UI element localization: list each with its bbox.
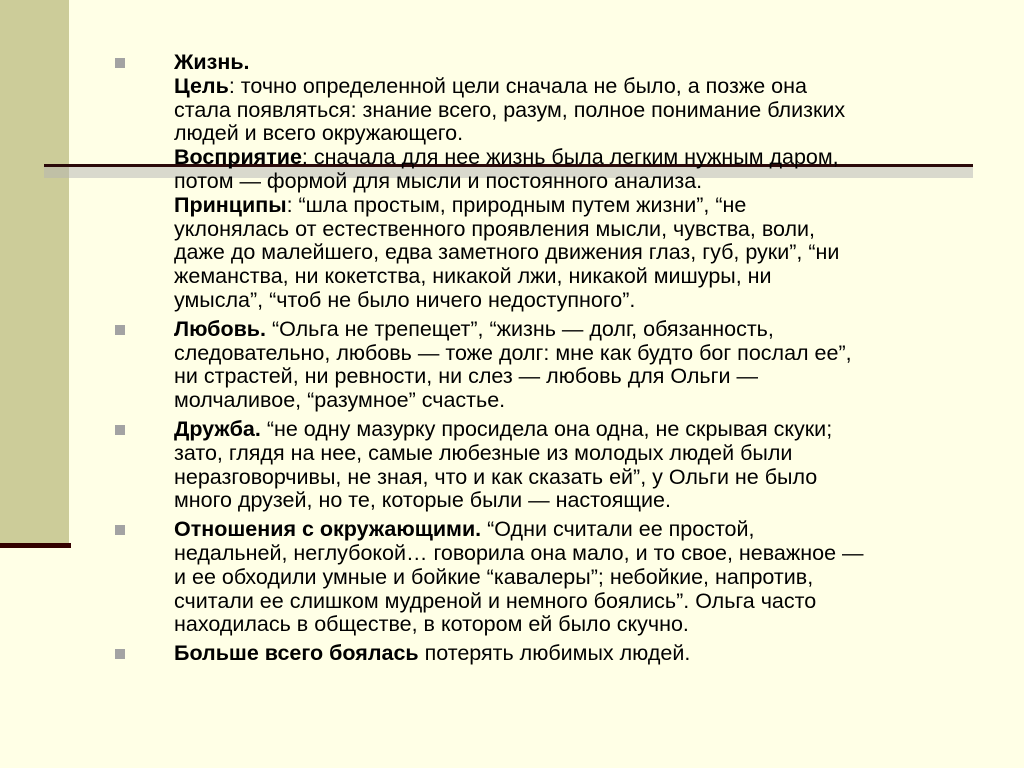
square-bullet-icon (115, 58, 125, 68)
text-line (174, 146, 990, 170)
text-line (174, 51, 990, 75)
text-line (174, 442, 990, 466)
bold-term: Дружба. (174, 416, 261, 441)
bullet-item (115, 51, 990, 313)
line-text: “не одну мазурку просидела она одна, не скрывая скуки; (260, 416, 833, 441)
line-text: неразговорчивы, не зная, что и как сказать ей”, у Ольги не было (174, 464, 818, 489)
line-text: уклонялась от естественного проявления мысли, чувства, воли, (174, 216, 816, 241)
bold-term: Отношения с окружающими. (174, 517, 482, 542)
text-line (174, 466, 990, 490)
line-text: людей и всего окружающего. (174, 121, 464, 146)
bullet-item (115, 642, 990, 666)
bold-term: Цель (174, 73, 229, 98)
line-text: : сначала для нее жизнь была легким нужным даром, (301, 145, 839, 170)
bullet-list (115, 51, 990, 666)
bold-term: Принципы (174, 192, 287, 217)
text-line (174, 289, 990, 313)
line-text: : “шла простым, природным путем жизни”, “не (286, 192, 747, 217)
text-line (174, 542, 990, 566)
text-line (174, 342, 990, 366)
text-line (174, 642, 990, 666)
bold-term: Восприятие (174, 145, 302, 170)
text-line (174, 566, 990, 590)
text-line (174, 489, 990, 513)
line-text: “Одни считали ее простой, (481, 517, 755, 542)
line-text: потерять любимых людей. (418, 641, 691, 666)
square-bullet-icon (115, 325, 125, 335)
text-line (174, 265, 990, 289)
text-line (174, 318, 990, 342)
text-line (174, 418, 990, 442)
bullet-item (115, 318, 990, 413)
text-line (174, 590, 990, 614)
square-bullet-icon (115, 425, 125, 435)
slide-content (115, 51, 990, 671)
line-text: умысла”, “чтоб не было ничего недоступного”. (174, 287, 636, 312)
text-line (174, 389, 990, 413)
line-text: находилась в обществе, в котором ей было скучно. (174, 612, 689, 637)
line-text: “Ольга не трепещет”, “жизнь — долг, обязанность, (265, 316, 774, 341)
bold-term: Больше всего боялась (174, 641, 419, 666)
bullet-item (115, 518, 990, 637)
line-text: жеманства, ни кокетства, никакой лжи, никакой мишуры, ни (174, 264, 772, 289)
line-text: недальней, неглубокой… говорила она мало, и то свое, неважное — (174, 540, 864, 565)
square-bullet-icon (115, 649, 125, 659)
text-line (174, 122, 990, 146)
line-text: потом — формой для мысли и постоянного анализа. (174, 168, 703, 193)
line-text: следовательно, любовь — тоже долг: мне как будто бог послал ее”, (174, 340, 852, 365)
line-text: зато, глядя на нее, самые любезные из молодых людей были (174, 440, 793, 465)
bullet-item (115, 418, 990, 513)
text-line (174, 613, 990, 637)
text-line (174, 99, 990, 123)
line-text: стала появляться: знание всего, разум, полное понимание близких (174, 97, 846, 122)
line-text: и ее обходили умные и бойкие “кавалеры”; небойкие, напротив, (174, 564, 814, 589)
text-line (174, 218, 990, 242)
side-decor-band (0, 0, 69, 545)
text-line (174, 170, 990, 194)
line-text: считали ее слишком мудреной и немного боялись”. Ольга часто (174, 588, 817, 613)
bold-term: Любовь. (174, 316, 266, 341)
text-line (174, 241, 990, 265)
line-text: много друзей, но те, которые были — настоящие. (174, 488, 671, 513)
side-decor-rule (0, 543, 71, 548)
text-line (174, 75, 990, 99)
line-text: ни страстей, ни ревности, ни слез — любовь для Ольги — (174, 364, 758, 389)
line-text: даже до малейшего, едва заметного движения глаз, губ, руки”, “ни (174, 240, 840, 265)
line-text: : точно определенной цели сначала не было, а позже она (228, 73, 807, 98)
text-line (174, 518, 990, 542)
text-line (174, 365, 990, 389)
text-line (174, 194, 990, 218)
square-bullet-icon (115, 525, 125, 535)
line-text: молчаливое, “разумное” счастье. (174, 388, 506, 413)
bold-term: Жизнь. (174, 50, 250, 74)
